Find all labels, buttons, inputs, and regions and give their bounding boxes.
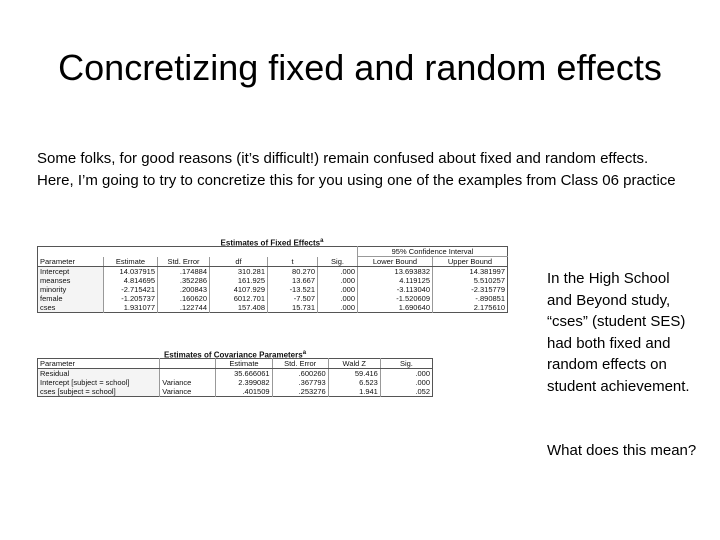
slide-title: Concretizing fixed and random effects [58,47,662,88]
side-note: In the High School and Beyond study, “cses” (student SES) had both fixed and random effects on student achievement. [547,270,690,395]
row-label: Residual [38,369,160,379]
table-cell: .122744 [158,303,210,313]
table-row [38,303,508,313]
column-header: Lower Bound [358,257,433,267]
table-cell: 1.941 [328,387,380,397]
table-row [38,276,508,285]
table-cell: -1.520609 [358,294,433,303]
table-cell: 6012.701 [210,294,268,303]
table-cell: .052 [380,387,432,397]
table-cell: -13.521 [268,285,318,294]
table-cell: .200843 [158,285,210,294]
row-label: Variance [160,378,216,387]
column-header: Sig. [380,359,432,369]
row-label: minority [38,285,104,294]
row-label: female [38,294,104,303]
table-cell: .000 [318,276,358,285]
table-cell: 80.270 [268,267,318,277]
table-cell: -.890851 [433,294,508,303]
table-cell: -7.507 [268,294,318,303]
table-row [38,387,433,397]
table-row [38,285,508,294]
column-header: Parameter [38,359,160,369]
row-label: Intercept [subject = school] [38,378,160,387]
table-row [38,294,508,303]
column-header: Upper Bound [433,257,508,267]
table-row [38,378,433,387]
table-cell: 4.119125 [358,276,433,285]
table-cell: -1.205737 [104,294,158,303]
column-header: Std. Error [158,257,210,267]
table-cell: 15.731 [268,303,318,313]
table-cell: 161.925 [210,276,268,285]
table-cell: .000 [318,294,358,303]
column-header: Wald Z [328,359,380,369]
table-cell: .600260 [272,369,328,379]
table-cell: .000 [380,369,432,379]
column-header: Estimate [216,359,272,369]
column-header: t [268,257,318,267]
table-cell: 14.037915 [104,267,158,277]
table-cell: 1.931077 [104,303,158,313]
table-cell: 310.281 [210,267,268,277]
table-cell: .174884 [158,267,210,277]
covariance-caption: Estimates of Covariance Parameters$^a$ [163,350,307,360]
table-cell: 4.814695 [104,276,158,285]
table-cell: .401509 [216,387,272,397]
row-label: cses [subject = school] [38,387,160,397]
table-cell: .000 [318,303,358,313]
row-label: meanses [38,276,104,285]
table-cell: .367793 [272,378,328,387]
ci-header: 95% Confidence Interval [358,247,508,257]
table-cell: .253276 [272,387,328,397]
column-header: df [210,257,268,267]
table-cell: -3.113040 [358,285,433,294]
column-header: Estimate [104,257,158,267]
table-cell: 59.416 [328,369,380,379]
table-cell: .000 [318,267,358,277]
covariance-parameters-table [37,348,433,397]
table-cell: 13.667 [268,276,318,285]
column-header [160,359,216,369]
column-header: Std. Error [272,359,328,369]
table-cell: 13.693832 [358,267,433,277]
table-cell: 2.175610 [433,303,508,313]
intro-paragraph: Some folks, for good reasons (it’s difficult!) remain confused about fixed and random effects. Here, I’m going to try to concretize this for you using one of the examples from Class 06 practice [37,150,676,189]
table-cell: 6.523 [328,378,380,387]
column-header: Parameter [38,257,104,267]
fixed-effects-table [37,236,507,313]
table-cell: 14.381997 [433,267,508,277]
table-cell: -2.715421 [104,285,158,294]
table-cell: 4107.929 [210,285,268,294]
table-cell: 2.399082 [216,378,272,387]
row-label: Variance [160,387,216,397]
table-cell: .352286 [158,276,210,285]
table-cell: 1.690640 [358,303,433,313]
table-cell: 5.510257 [433,276,508,285]
row-label [160,369,216,379]
table-row [38,267,508,277]
table-cell: 157.408 [210,303,268,313]
row-label: Intercept [38,267,104,277]
side-question: What does this mean? [547,442,697,459]
fixed-effects-caption: Estimates of Fixed Effects$^a$ [220,238,324,248]
column-header: Sig. [318,257,358,267]
table-cell: -2.315779 [433,285,508,294]
table-row [38,369,433,379]
row-label: cses [38,303,104,313]
table-cell: .000 [318,285,358,294]
table-cell: 35.666061 [216,369,272,379]
table-cell: .160620 [158,294,210,303]
table-cell: .000 [380,378,432,387]
